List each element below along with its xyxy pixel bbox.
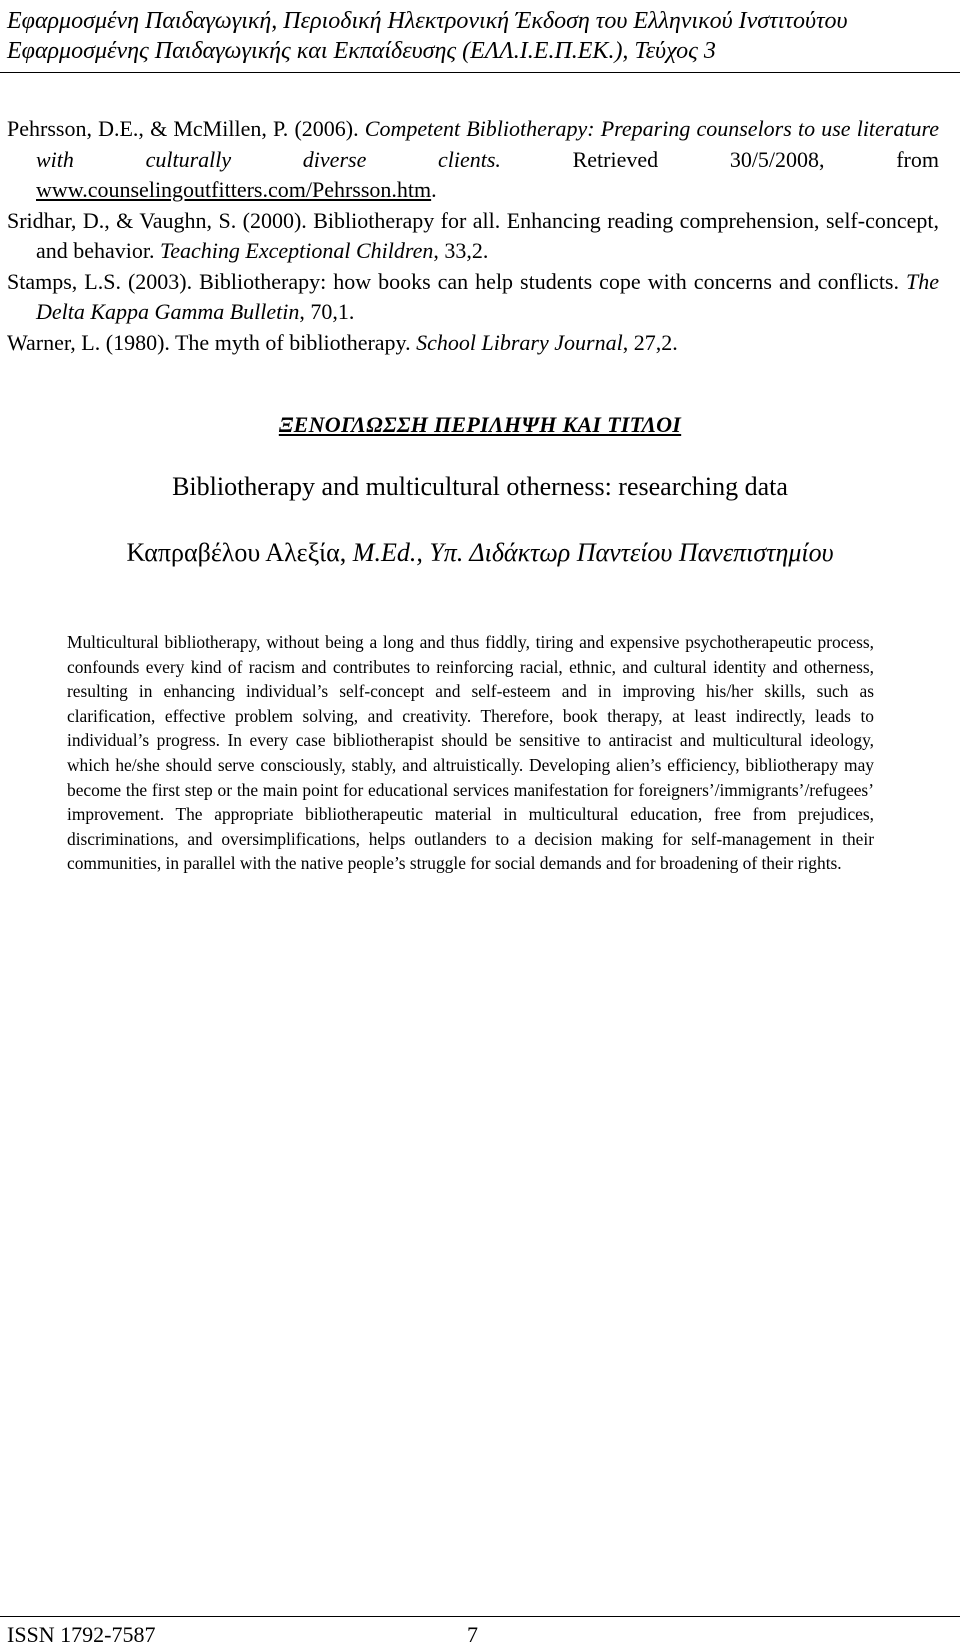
reference-item [7, 267, 939, 328]
reference-item [7, 206, 939, 267]
reference-text: Warner, L. (1980). The myth of bibliotherapy. [7, 329, 417, 355]
journal-header [7, 6, 953, 66]
author-line [0, 538, 960, 568]
footer-divider [0, 1616, 960, 1617]
author-name: Καπραβέλου Αλεξία, [126, 538, 353, 567]
paper-title: Bibliotherapy and multicultural otherness: researching data [172, 472, 788, 501]
header-divider [0, 72, 960, 73]
page-number: 7 [467, 1622, 478, 1647]
journal-header-line-2: Εφαρμοσμένης Παιδαγωγικής και Εκπαίδευσης (ΕΛΛ.Ι.Ε.Π.ΕΚ.), Τεύχος 3 [7, 38, 716, 64]
reference-text: , 33,2. [433, 238, 489, 263]
reference-italic-title: School Library Journal [416, 329, 623, 355]
reference-text: Pehrsson, D.E., & McMillen, P. (2006). [7, 116, 365, 141]
issn-label: ISSN 1792-7587 [7, 1622, 156, 1647]
reference-list [7, 114, 939, 358]
reference-italic-title: The Delta Kappa Gamma Bulletin [36, 268, 939, 324]
reference-text: Sridhar, D., & Vaughn, S. (2000). Bibliotherapy for all. Enhancing reading comprehension, self-concept, and behavior. [7, 207, 939, 263]
reference-link[interactable]: www.counselingoutfitters.com/Pehrsson.htm [36, 177, 432, 202]
author-credentials: M.Ed., Υπ. Διδάκτωρ Παντείου Πανεπιστημίου [352, 538, 834, 567]
reference-item [7, 328, 939, 359]
reference-italic-title: Teaching Exceptional Children [160, 238, 434, 263]
reference-text: , 27,2. [622, 329, 678, 355]
section-title: ΞΕΝΟΓΛΩΣΣΗ ΠΕΡΙΛΗΨΗ ΚΑΙ ΤΙΤΛΟΙ [278, 412, 682, 437]
reference-italic-title: Competent Bibliotherapy: Preparing counselors to use literature with culturally diverse clients. [36, 116, 939, 172]
reference-text: . [431, 177, 437, 202]
journal-header-line-1: Εφαρμοσμένη Παιδαγωγική, Περιοδική Ηλεκτρονική Έκδοση του Ελληνικού Ινστιτούτου [7, 8, 848, 34]
reference-text: Stamps, L.S. (2003). Bibliotherapy: how books can help students cope with concerns and conflicts. [7, 268, 906, 294]
reference-text: , 70,1. [299, 299, 355, 324]
reference-text: Retrieved 30/5/2008, from [500, 146, 939, 172]
reference-item [7, 114, 939, 206]
abstract-paragraph: Multicultural bibliotherapy, without being a long and thus fiddly, tiring and expensive psychotherapeutic process, confounds every kind of racism and contributes to reinforcing racial, ethnic, and cultural identity and otherness, resulting in enhancing individual’s self-concept and self-esteem and in improving his/her skills, such as clarification, effective problem solving, and creativity. Therefore, book therapy, at least indirectly, leads to individual’s progress. In every case bibliotherapist should be sensitive to antiracist and multicultural ideology, which he/she should serve consciously, stably, and altruistically. Developing alien’s efficiency, bibliotherapy may become the first step or the main point for educational services manifestation for foreigners’/immigrants’/refugees’ improvement. The appropriate bibliotherapeutic material in multicultural education, free from prejudices, discriminations, and oversimplifications, helps outlanders to a decision making for self-management in their communities, in parallel with the native people’s struggle for social demands and for broadening of their rights. [67, 632, 874, 874]
